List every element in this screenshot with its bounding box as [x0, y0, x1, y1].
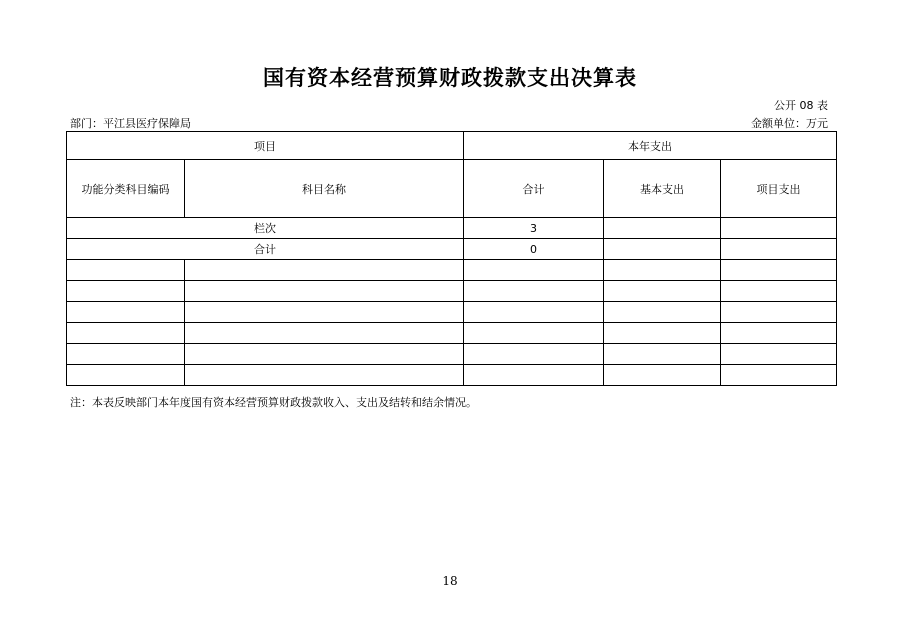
table-cell [464, 302, 604, 323]
header-item: 项目 [67, 132, 464, 160]
total-row [67, 239, 837, 260]
table-cell [185, 260, 464, 281]
total-label: 合计 [67, 239, 464, 260]
table-cell [721, 302, 837, 323]
table-cell [464, 365, 604, 386]
table-row [67, 302, 837, 323]
table-cell [67, 365, 185, 386]
table-cell [604, 344, 721, 365]
table-cell [604, 218, 721, 239]
table-note: 注：本表反映部门本年度国有资本经营预算财政拨款收入、支出及结转和结余情况。 [70, 396, 477, 409]
table-cell [67, 302, 185, 323]
header-row-1 [67, 132, 837, 160]
column-number-label: 栏次 [67, 218, 464, 239]
table-cell [604, 281, 721, 302]
col-header-name: 科目名称 [185, 160, 464, 218]
table-cell [464, 281, 604, 302]
table-cell [604, 323, 721, 344]
header-row-2 [67, 160, 837, 218]
table-cell [721, 365, 837, 386]
table-cell [464, 323, 604, 344]
col-header-basic: 基本支出 [604, 160, 721, 218]
column-number-value: 3 [464, 218, 604, 239]
page-number: 18 [442, 574, 458, 588]
page-title: 国有资本经营预算财政拨款支出决算表 [263, 66, 637, 90]
table-cell [721, 260, 837, 281]
table-cell [185, 302, 464, 323]
department-label: 部门：平江县医疗保障局 [70, 117, 191, 130]
table-cell [604, 260, 721, 281]
amount-unit-label: 金额单位：万元 [751, 117, 828, 130]
table-cell [604, 365, 721, 386]
form-number: 公开 08 表 [774, 99, 828, 112]
table-row [67, 323, 837, 344]
table-cell [464, 344, 604, 365]
table-row [67, 365, 837, 386]
table-cell [721, 239, 837, 260]
table-cell [185, 365, 464, 386]
table-row [67, 281, 837, 302]
header-current-year-expense: 本年支出 [464, 132, 837, 160]
table-cell [67, 344, 185, 365]
col-header-code: 功能分类科目编码 [67, 160, 185, 218]
table-cell [67, 260, 185, 281]
table-cell [604, 302, 721, 323]
table-cell [721, 323, 837, 344]
expenditure-table [66, 131, 837, 386]
table-cell [67, 281, 185, 302]
table-cell [185, 323, 464, 344]
table-row [67, 260, 837, 281]
col-header-total: 合计 [464, 160, 604, 218]
col-header-project: 项目支出 [721, 160, 837, 218]
table-cell [67, 323, 185, 344]
table-cell [464, 260, 604, 281]
total-value: 0 [464, 239, 604, 260]
table-cell [185, 281, 464, 302]
table-cell [721, 218, 837, 239]
table-row [67, 344, 837, 365]
column-number-row [67, 218, 837, 239]
table-cell [721, 281, 837, 302]
table-cell [604, 239, 721, 260]
table-cell [721, 344, 837, 365]
table-cell [185, 344, 464, 365]
